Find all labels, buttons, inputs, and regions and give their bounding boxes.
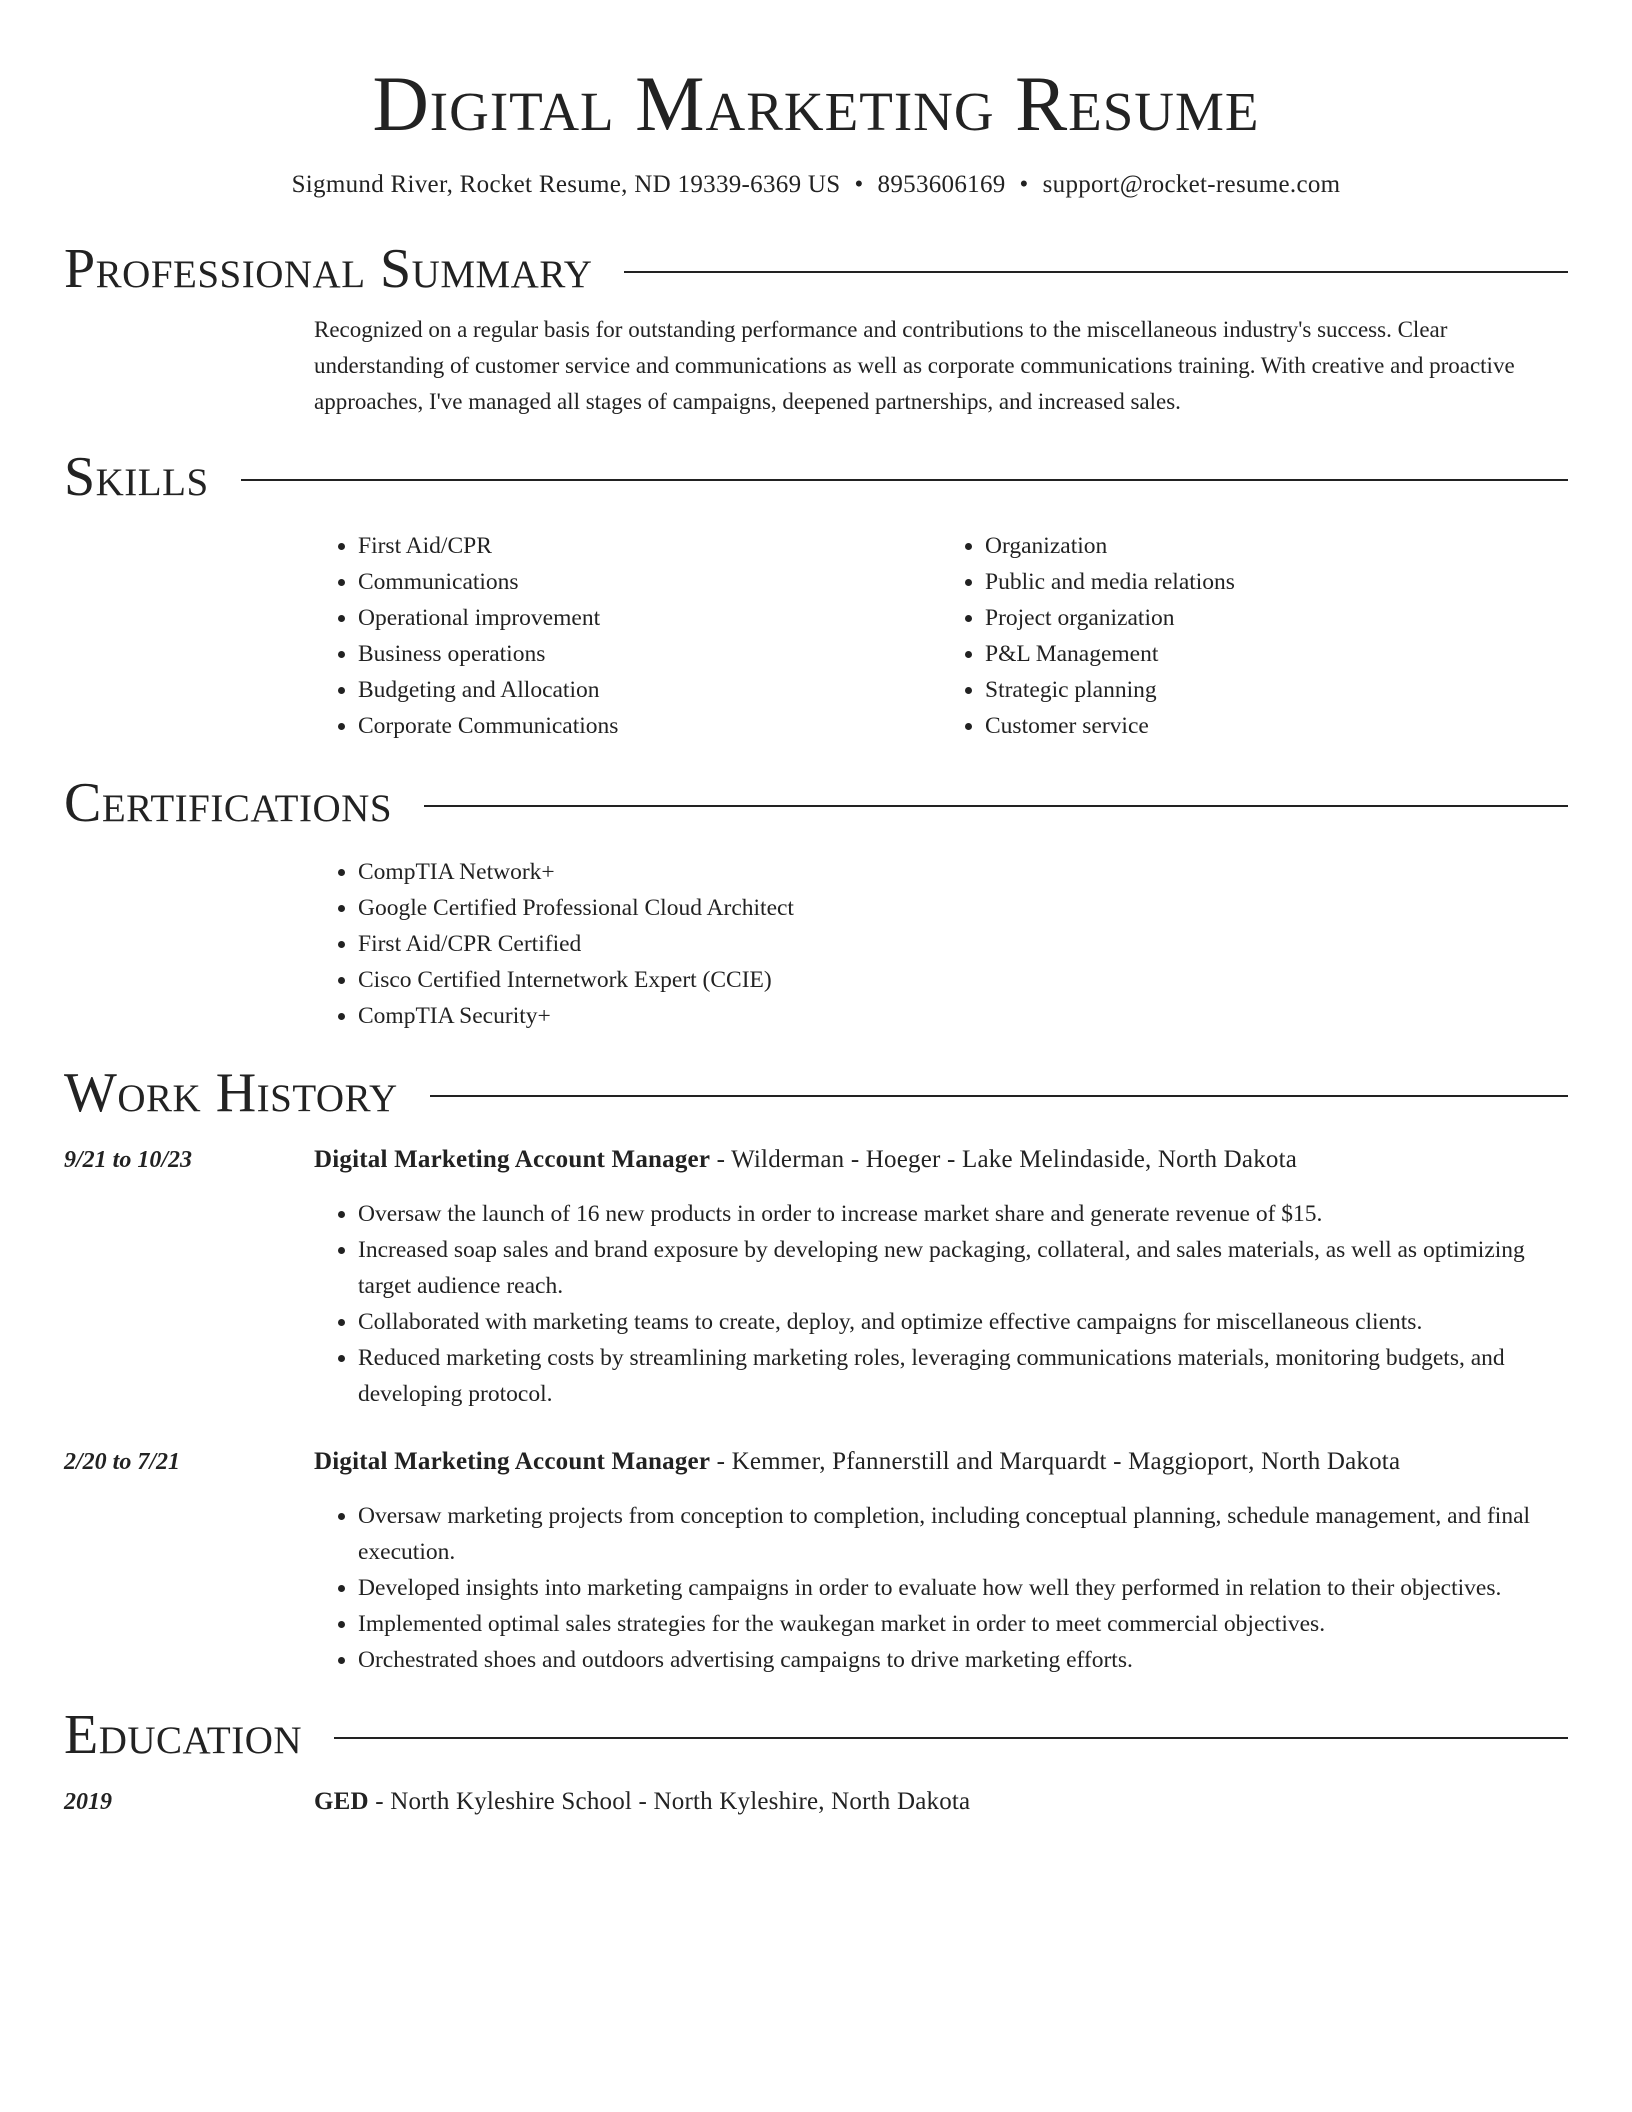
certification-item: • First Aid/CPR Certified	[358, 926, 1568, 962]
job-bullets	[314, 1196, 1568, 1412]
skill-item: • Corporate Communications	[358, 708, 941, 744]
job-title-line	[314, 1444, 1568, 1480]
section-divider	[430, 1095, 1568, 1097]
skill-item: • Budgeting and Allocation	[358, 672, 941, 708]
section-title-education: Education	[64, 1704, 303, 1766]
skills-column-left	[314, 528, 941, 744]
education-line	[314, 1784, 1568, 1820]
section-header-skills	[64, 446, 1568, 508]
section-title-work-history: Work History	[64, 1062, 398, 1124]
job-body	[314, 1142, 1568, 1412]
skill-item: • Customer service	[985, 708, 1568, 744]
job-bullet: • Reduced marketing costs by streamlining marketing roles, leveraging communications materials, monitoring budgets, and developing protocol.	[358, 1340, 1568, 1412]
contact-separator: •	[1019, 171, 1029, 198]
section-title-skills: Skills	[64, 446, 209, 508]
skill-item: • Strategic planning	[985, 672, 1568, 708]
job-dates: 9/21 to 10/23	[64, 1147, 193, 1173]
skills-list	[314, 528, 1568, 744]
job-bullet: • Developed insights into marketing campaigns in order to evaluate how well they performed in relation to their objectives.	[358, 1570, 1568, 1606]
certification-item: • Google Certified Professional Cloud Architect	[358, 890, 1568, 926]
job-employer: - Kemmer, Pfannerstill and Marquardt - Maggioport, North Dakota	[710, 1448, 1401, 1475]
section-title-certifications: Certifications	[64, 772, 393, 834]
job-bullet: • Collaborated with marketing teams to create, deploy, and optimize effective campaigns for miscellaneous clients.	[358, 1304, 1568, 1340]
skill-item: • First Aid/CPR	[358, 528, 941, 564]
job-bullet: • Oversaw the launch of 16 new products in order to increase market share and generate revenue of $15.	[358, 1196, 1568, 1232]
job-employer: - Wilderman - Hoeger - Lake Melindaside, North Dakota	[710, 1146, 1298, 1173]
resume-title: Digital Marketing Resume	[372, 60, 1260, 147]
job-bullet: • Increased soap sales and brand exposure by developing new packaging, collateral, and sales materials, as well as optimizing target audience reach.	[358, 1232, 1568, 1304]
education-body	[314, 1784, 1568, 1820]
certification-item: • Cisco Certified Internetwork Expert (CCIE)	[358, 962, 1568, 998]
section-header-certifications	[64, 772, 1568, 834]
contact-phone: 8953606169	[877, 171, 1006, 198]
job-dates: 2/20 to 7/21	[64, 1449, 181, 1475]
certifications-bullets	[314, 854, 1568, 1034]
job-title: Digital Marketing Account Manager	[314, 1448, 711, 1475]
section-divider	[334, 1737, 1568, 1739]
contact-email: support@rocket-resume.com	[1042, 171, 1341, 198]
job-bullets	[314, 1498, 1568, 1678]
education-year: 2019	[64, 1789, 112, 1815]
section-header-education	[64, 1704, 1568, 1766]
job-entry	[64, 1142, 1568, 1412]
job-bullet: • Implemented optimal sales strategies for the waukegan market in order to meet commercial objectives.	[358, 1606, 1568, 1642]
section-title-summary: Professional Summary	[64, 238, 593, 300]
skill-item: • Project organization	[985, 600, 1568, 636]
job-entry	[64, 1444, 1568, 1678]
job-title: Digital Marketing Account Manager	[314, 1146, 711, 1173]
certification-item: • CompTIA Security+	[358, 998, 1568, 1034]
section-divider	[624, 271, 1568, 273]
job-bullet: • Orchestrated shoes and outdoors advertising campaigns to drive marketing efforts.	[358, 1642, 1568, 1678]
education-entry	[64, 1784, 1568, 1820]
skills-column-right	[941, 528, 1568, 744]
skill-item: • Organization	[985, 528, 1568, 564]
skill-item: • Business operations	[358, 636, 941, 672]
contact-line	[64, 170, 1568, 200]
education-school: - North Kyleshire School - North Kyleshire, North Dakota	[368, 1788, 971, 1815]
job-body	[314, 1444, 1568, 1678]
contact-separator: •	[854, 171, 864, 198]
section-header-work-history	[64, 1062, 1568, 1124]
job-title-line	[314, 1142, 1568, 1178]
skill-item: • Communications	[358, 564, 941, 600]
section-divider	[424, 805, 1568, 807]
skill-item: • Public and media relations	[985, 564, 1568, 600]
certification-item: • CompTIA Network+	[358, 854, 1568, 890]
summary-text: Recognized on a regular basis for outstanding performance and contributions to the miscellaneous industry's success. Clear understanding of customer service and communications as well as corporate communications training. With creative and proactive approaches, I've managed all stages of campaigns, deepened partnerships, and increased sales.	[314, 317, 1515, 414]
certifications-list	[314, 854, 1568, 1034]
skill-item: • P&L Management	[985, 636, 1568, 672]
education-degree: GED	[314, 1788, 369, 1815]
contact-address: Sigmund River, Rocket Resume, ND 19339-6369 US	[291, 171, 841, 198]
skill-item: • Operational improvement	[358, 600, 941, 636]
section-header-summary	[64, 238, 1568, 300]
job-bullet: • Oversaw marketing projects from conception to completion, including conceptual planning, schedule management, and final execution.	[358, 1498, 1568, 1570]
section-divider	[241, 479, 1568, 481]
